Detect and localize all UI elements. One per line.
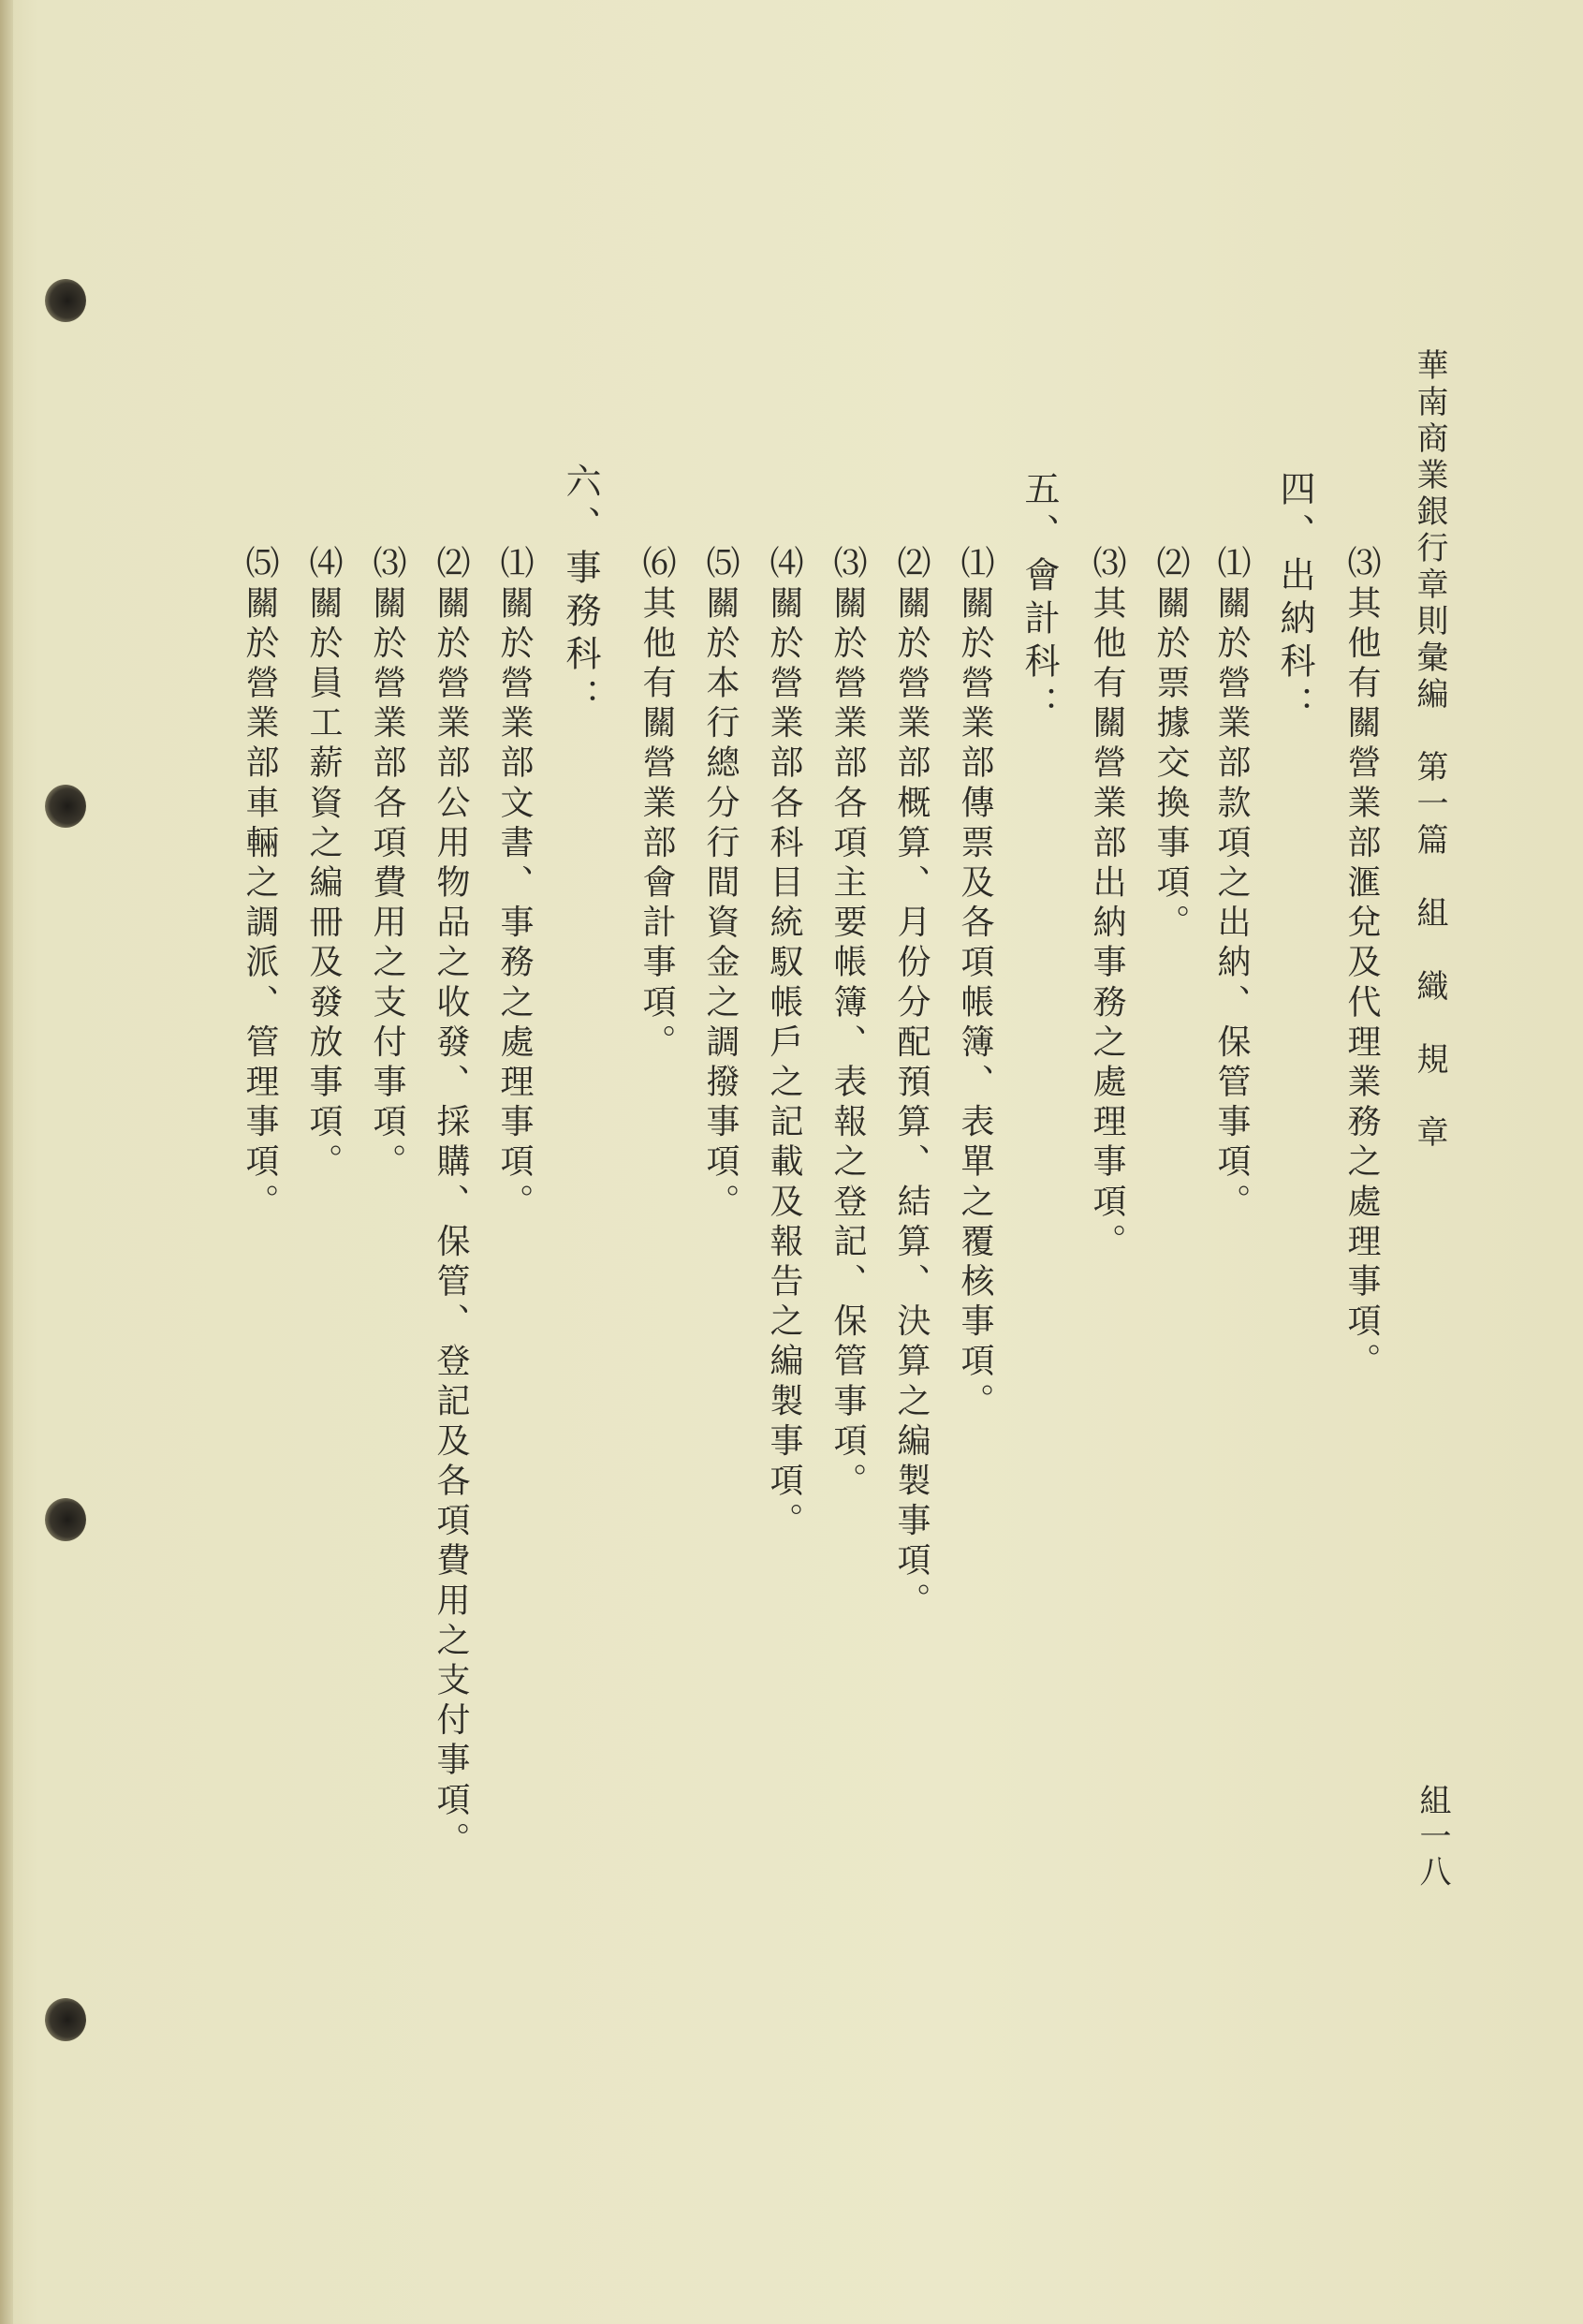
punch-hole <box>45 1498 86 1541</box>
list-item: ⑶關於營業部各項主要帳簿、表報之登記、保管事項。 <box>828 545 867 1503</box>
list-item: ⑶其他有關營業部出納事務之處理事項。 <box>1088 545 1126 1263</box>
list-item: ⑵關於票據交換事項。 <box>1151 545 1190 944</box>
section-heading: 四、出納科： <box>1274 470 1315 728</box>
list-item: ⑸關於營業部車輛之調派、管理事項。 <box>241 545 279 1224</box>
punch-hole <box>45 1998 86 2041</box>
list-item: ⑴關於營業部款項之出納、保管事項。 <box>1212 545 1251 1224</box>
running-header: 華南商業銀行章則彙編 第一篇 組 織 規 章 <box>1411 348 1448 1152</box>
list-item: ⑴關於營業部文書、事務之處理事項。 <box>495 545 534 1224</box>
list-item: ⑵關於營業部概算、月份分配預算、結算、決算之編製事項。 <box>892 545 931 1623</box>
list-item: ⑸關於本行總分行間資金之調撥事項。 <box>701 545 740 1224</box>
list-item: ⑶關於營業部各項費用之支付事項。 <box>368 545 406 1184</box>
list-item: ⑷關於員工薪資之編冊及發放事項。 <box>304 545 343 1184</box>
binding-edge <box>0 0 13 2324</box>
punch-hole <box>45 279 86 322</box>
section-heading: 六、事務科： <box>560 463 601 721</box>
list-item: ⑹其他有關營業部會計事項。 <box>638 545 676 1064</box>
list-item: ⑶其他有關營業部滙兌及代理業務之處理事項。 <box>1342 545 1381 1383</box>
list-item: ⑵關於營業部公用物品之收發、採購、保管、登記及各項費用之支付事項。 <box>432 545 470 1861</box>
list-item: ⑴關於營業部傳票及各項帳簿、表單之覆核事項。 <box>956 545 994 1423</box>
list-item: ⑷關於營業部各科目統馭帳戶之記載及報告之編製事項。 <box>765 545 803 1542</box>
page-number: 組一八 <box>1414 1784 1451 1890</box>
punch-hole <box>45 785 86 828</box>
section-heading: 五、會計科： <box>1019 470 1060 728</box>
